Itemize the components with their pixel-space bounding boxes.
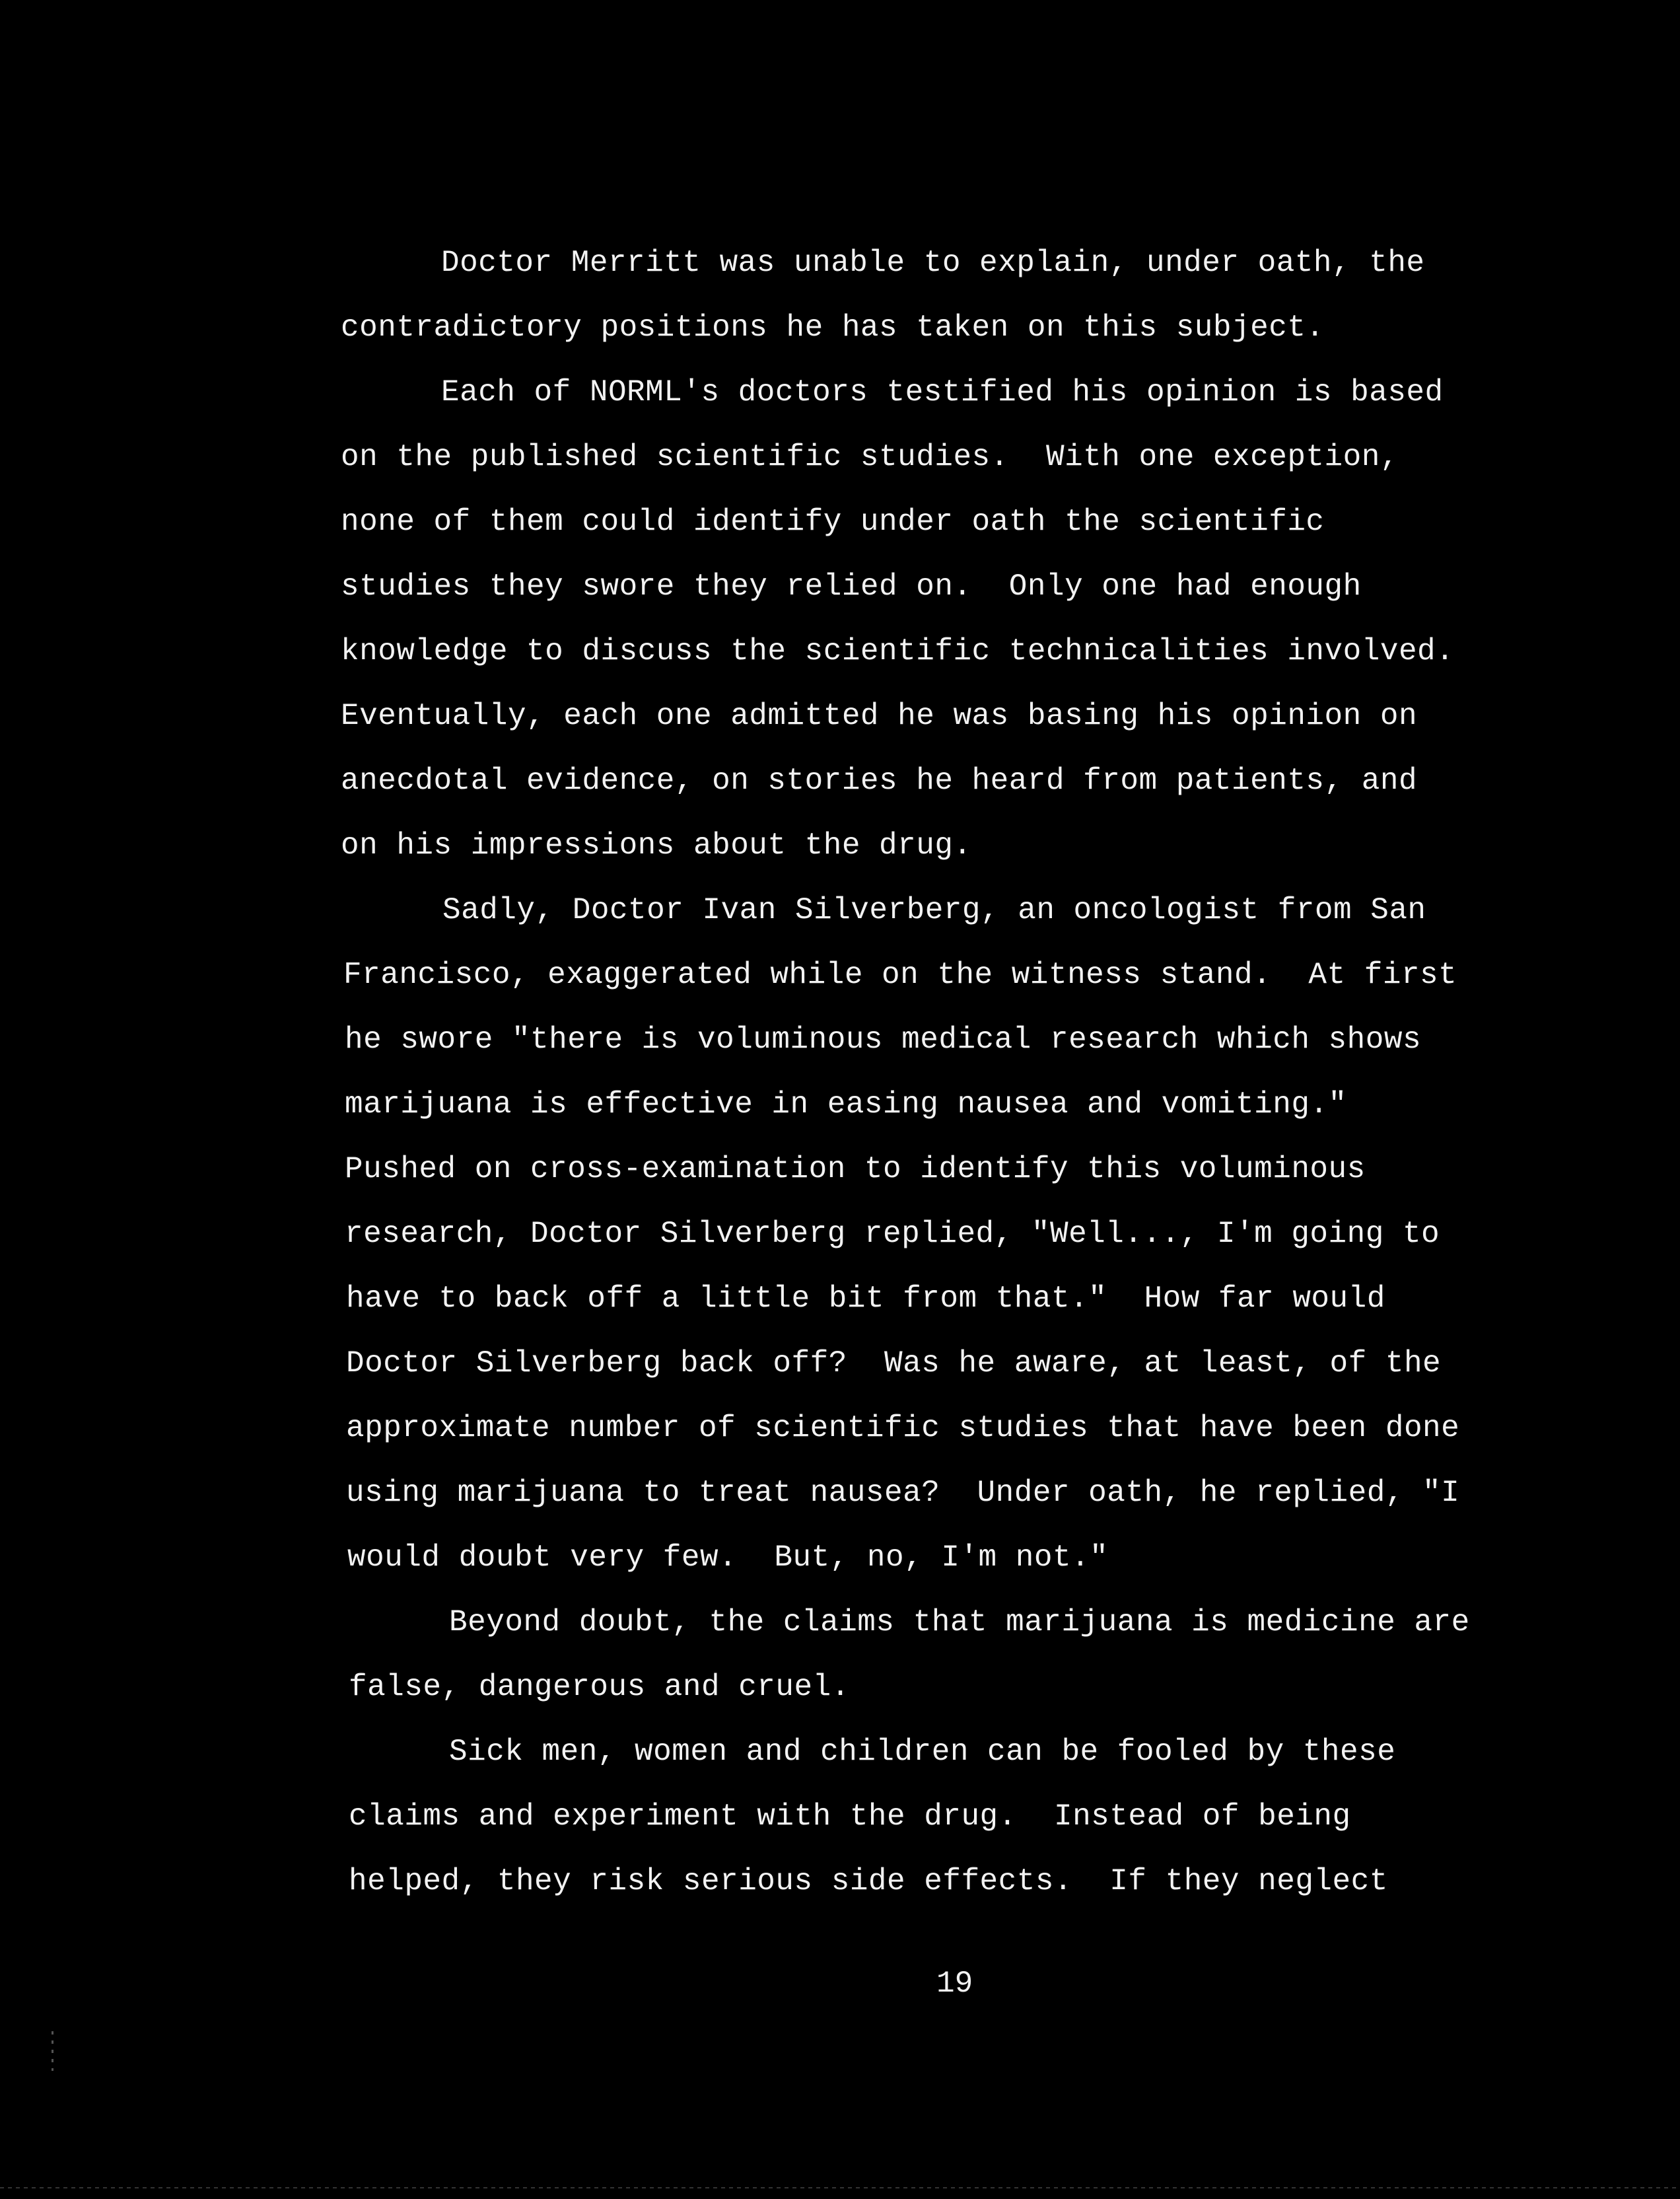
text-line: contradictory positions he has taken on this subject. <box>341 310 1325 345</box>
text-line: Francisco, exaggerated while on the witness stand. At first <box>343 958 1457 992</box>
text-line: Eventually, each one admitted he was basing his opinion on <box>341 699 1418 733</box>
text-line: anecdotal evidence, on stories he heard from patients, and <box>341 764 1418 798</box>
text-line: would doubt very few. But, no, I'm not." <box>347 1540 1109 1575</box>
scan-edge-artifact <box>0 2187 1680 2188</box>
text-line: helped, they risk serious side effects. If they neglect <box>349 1864 1388 1898</box>
text-line: Doctor Merritt was unable to explain, under oath, the <box>441 246 1425 280</box>
text-line: none of them could identify under oath the scientific <box>341 505 1325 539</box>
page-number: 19 <box>936 1966 973 2001</box>
text-line: Sadly, Doctor Ivan Silverberg, an oncologist from San <box>442 893 1426 927</box>
text-line: claims and experiment with the drug. Instead of being <box>349 1799 1351 1834</box>
text-line: Doctor Silverberg back off? Was he aware, at least, of the <box>346 1346 1442 1381</box>
scan-artifact <box>52 2031 53 2071</box>
text-line: using marijuana to treat nausea? Under oath, he replied, "I <box>346 1476 1460 1510</box>
text-line: knowledge to discuss the scientific technicalities involved. <box>341 634 1455 668</box>
text-line: on his impressions about the drug. <box>341 828 972 863</box>
text-line: studies they swore they relied on. Only one had enough <box>341 569 1362 604</box>
text-line: he swore "there is voluminous medical research which shows <box>345 1023 1422 1057</box>
text-line: have to back off a little bit from that." How far would <box>346 1281 1385 1316</box>
text-line: research, Doctor Silverberg replied, "Well..., I'm going to <box>345 1217 1440 1251</box>
text-line: Each of NORML's doctors testified his opinion is based <box>441 375 1444 410</box>
text-line: marijuana is effective in easing nausea and vomiting." <box>345 1087 1347 1122</box>
text-line: false, dangerous and cruel. <box>349 1670 850 1704</box>
text-line: Beyond doubt, the claims that marijuana is medicine are <box>449 1605 1470 1640</box>
text-line: Sick men, women and children can be fooled by these <box>449 1735 1396 1769</box>
text-line: approximate number of scientific studies that have been done <box>346 1411 1460 1445</box>
text-line: on the published scientific studies. With one exception, <box>341 440 1399 474</box>
text-line: Pushed on cross-examination to identify this voluminous <box>345 1152 1366 1186</box>
